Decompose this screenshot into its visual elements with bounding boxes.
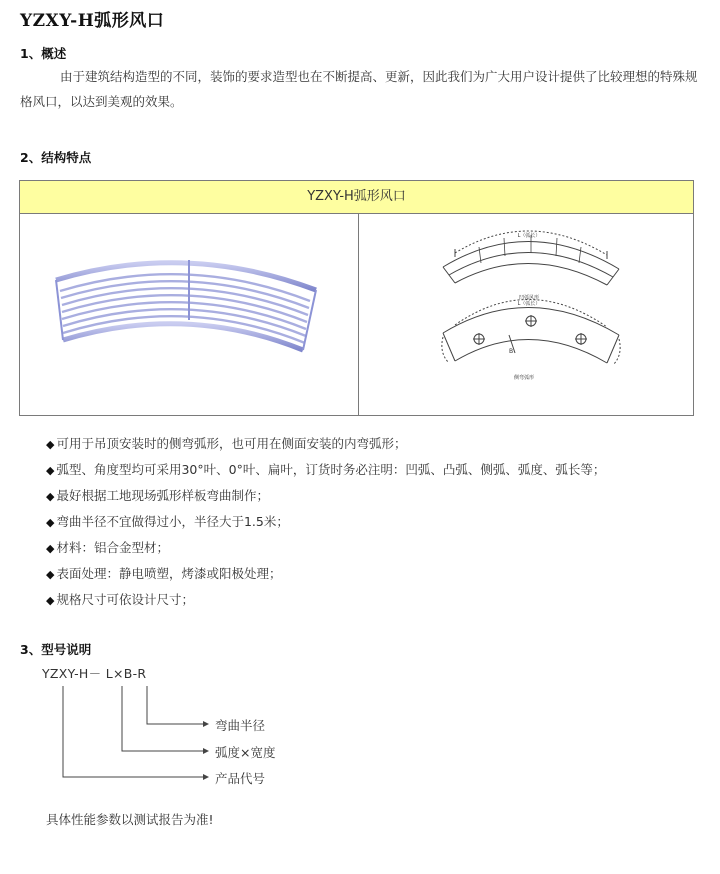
model-code: YZXY-H－ L×B-R [42, 666, 147, 681]
diamond-bullet-icon: ◆ [46, 490, 55, 503]
top-caption-label: 凹弧风形 [518, 295, 540, 301]
bottom-width-label: B [509, 348, 514, 355]
list-item: ◆ 弯曲半径不宜做得过小，半径大于1.5米； [46, 514, 289, 529]
list-item: ◆ 最好根据工地现场弧形样板弯曲制作； [46, 488, 269, 503]
performance-note: 具体性能参数以测试报告为准! [46, 812, 214, 827]
list-item: ◆ 表面处理：静电喷塑，烤漆或阳极处理； [46, 566, 282, 581]
list-item: ◆ 可用于吊顶安装时的侧弯弧形，也可用在侧面安装的内弯弧形； [46, 436, 407, 451]
diamond-bullet-icon: ◆ [46, 438, 55, 451]
list-item: ◆ 材料：铝合金型材； [46, 540, 169, 555]
list-item: ◆ 规格尺寸可依设计尺寸； [46, 592, 194, 607]
legend-arc-width: 弧度×宽度 [215, 745, 276, 760]
diamond-bullet-icon: ◆ [46, 542, 55, 555]
bottom-arc-length-label: L（弧长） [517, 301, 541, 307]
diamond-bullet-icon: ◆ [46, 594, 55, 607]
diamond-bullet-icon: ◆ [46, 464, 55, 477]
diamond-bullet-icon: ◆ [46, 568, 55, 581]
bottom-caption-label: 侧弯弧形 [513, 375, 535, 381]
section-model-heading: 3、型号说明 [20, 642, 92, 657]
page-title: YZXY-H弧形风口 [20, 11, 165, 31]
section-features-heading: 2、结构特点 [20, 150, 92, 165]
list-item: ◆ 弧型、角度型均可采用30°叶、0°叶、扁叶，订货时务必注明：凹弧、凸弧、侧弧、弧度、弧长等； [46, 462, 606, 477]
overview-text: 由于建筑结构造型的不同，装饰的要求造型也在不断提高、更新，因此我们为广大用户设计提供了比较理想的特殊规格风口，以达到美观的效果。 [20, 69, 698, 109]
top-arc-length-label: L（弧长） [517, 233, 541, 239]
legend-product-code: 产品代号 [215, 771, 266, 786]
diamond-bullet-icon: ◆ [46, 516, 55, 529]
section-overview-heading: 1、概述 [20, 46, 67, 61]
spec-table-title: YZXY-H弧形风口 [20, 181, 693, 214]
legend-bend-radius: 弯曲半径 [215, 718, 266, 733]
